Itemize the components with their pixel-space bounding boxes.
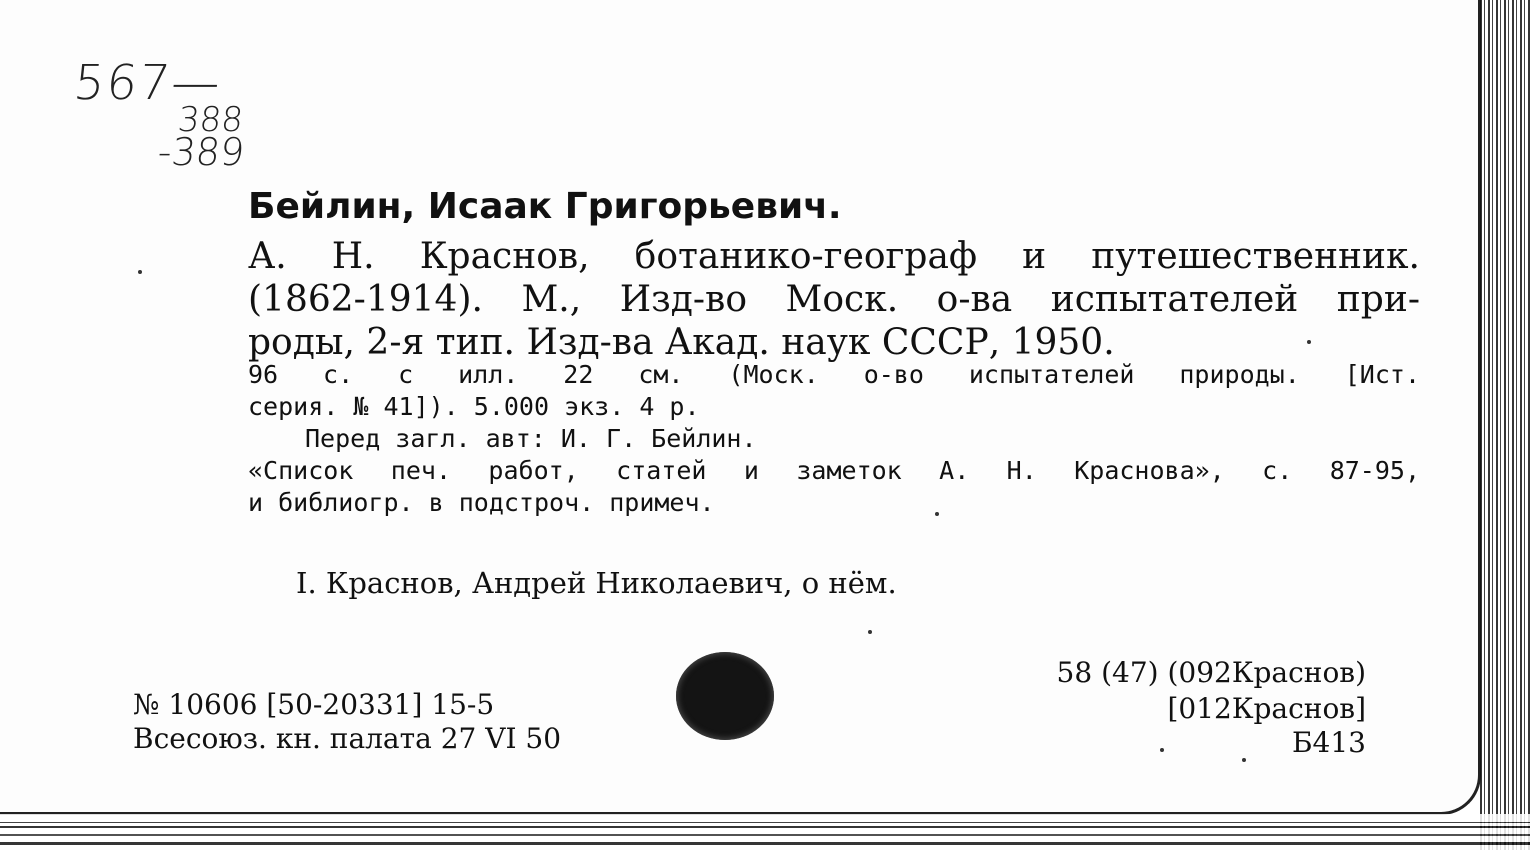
speck — [868, 630, 872, 634]
speck — [1160, 748, 1164, 752]
classification-code-2: [012Краснов] — [1167, 692, 1366, 725]
author-mark: Б413 — [1291, 726, 1366, 759]
title-line-3: роды, 2-я тип. Изд-ва Акад. наук СССР, 1950. — [248, 322, 1115, 363]
scan-edge-right — [1480, 0, 1530, 850]
description-line-4: «Список печ. работ, статей и заметок А. Н. Краснова», с. 87-95, — [248, 456, 1420, 485]
title-line-2: (1862-1914). М., Изд-во Моск. о-ва испытателей при- — [248, 279, 1420, 320]
handwritten-shelfmark-2: 388 — [175, 100, 246, 140]
speck — [1307, 340, 1311, 344]
punch-hole — [676, 652, 774, 740]
title-line-1: А. Н. Краснов, ботанико-географ и путешественник. — [248, 236, 1420, 277]
footer-registry-number: № 10606 [50-20331] 15-5 — [133, 688, 495, 721]
scan-edge-bottom — [0, 814, 1530, 850]
subject-heading: I. Краснов, Андрей Николаевич, о нём. — [296, 566, 897, 600]
handwritten-shelfmark-3: -389 — [155, 130, 247, 174]
description-line-5: и библиогр. в подстроч. примеч. — [248, 488, 715, 517]
speck — [138, 270, 142, 274]
footer-chamber-date: Всесоюз. кн. палата 27 VI 50 — [133, 722, 562, 755]
handwritten-shelfmark-1: 567— — [71, 55, 225, 111]
speck — [1242, 758, 1246, 762]
description-line-1: 96 с. с илл. 22 см. (Моск. о-во испытателей природы. [Ист. — [248, 360, 1420, 389]
card-author: Бейлин, Исаак Григорьевич. — [248, 186, 842, 227]
speck — [935, 512, 939, 516]
description-line-2: серия. № 41]). 5.000 экз. 4 р. — [248, 392, 700, 421]
description-line-3: Перед загл. авт: И. Г. Бейлин. — [305, 424, 757, 453]
classification-code: 58 (47) (092Краснов) — [1056, 656, 1366, 689]
